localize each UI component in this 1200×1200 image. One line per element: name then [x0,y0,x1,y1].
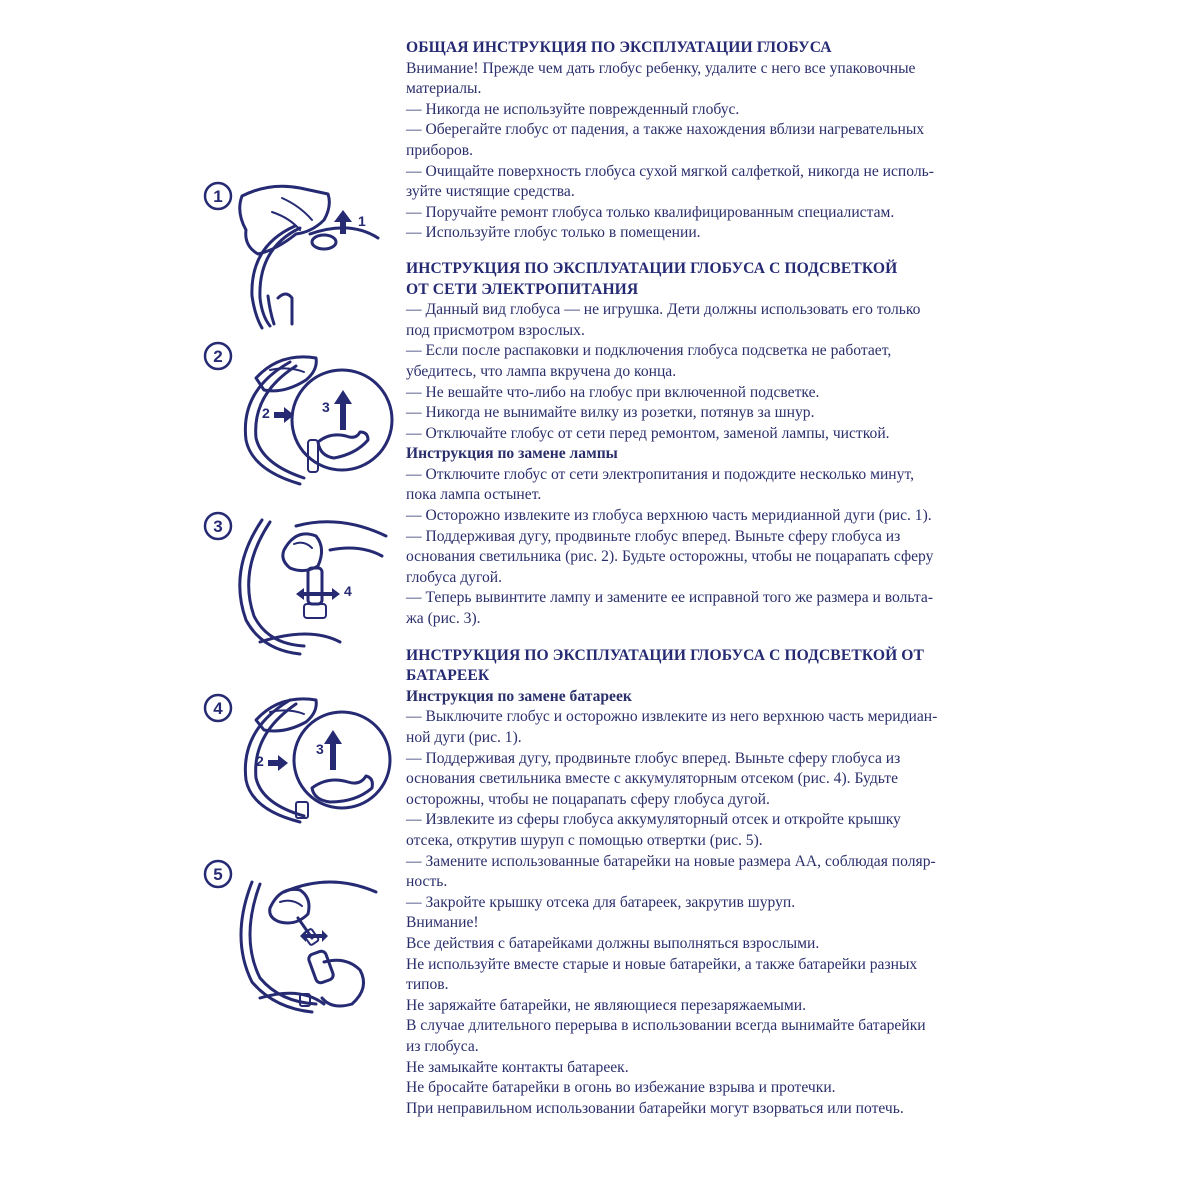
section3-line: Внимание! [406,914,479,932]
figure-2-drawing [200,340,400,490]
figure-number: 1 [213,187,223,206]
lamp-socket [308,568,322,604]
section3-line: Не используйте вместе старые и новые батарейки, а также батарейки разных [406,955,918,973]
arrow-label: 1 [358,213,366,229]
hand-detail [282,198,312,220]
section1-line: — Используйте глобус только в помещении. [406,224,701,242]
hand-detail [272,212,300,230]
section1-line: Внимание! Прежде чем дать глобус ребенку, удалите с него все упаковочные [406,59,916,77]
figure-number: 2 [213,347,223,366]
section3-line: Все действия с батарейками должны выполняться взрослыми. [406,934,820,952]
hand-outline [330,548,382,556]
section2-title-line2: ОТ СЕТИ ЭЛЕКТРОПИТАНИЯ [406,280,639,298]
section3-title-line2: БАТАРЕЕК [406,667,490,685]
section2-line: — Никогда не вынимайте вилку из розетки, потянув за шнур. [406,404,815,422]
battery-icon [307,950,334,984]
section-spacer [406,244,1006,259]
arc-knob [312,235,336,249]
section2-line: глобуса дугой. [406,568,503,586]
hand-drawing [270,889,309,923]
section2-line: — Отключайте глобус от сети перед ремонтом, заменой лампы, чисткой. [406,424,890,442]
figure-4-drawing [200,690,400,840]
globe-sphere [294,712,390,808]
hand-drawing [283,534,322,571]
section2-line: под присмотром взрослых. [406,321,585,339]
figure-number: 3 [213,517,223,536]
section3-line: основания светильника вместе с аккумуляторным отсеком (рис. 4). Будьте [406,770,899,788]
arrow-label: 2 [262,405,270,421]
section3-line: — Извлеките из сферы глобуса аккумуляторный отсек и откройте крышку [406,811,901,829]
section3-line: — Замените использованные батарейки на новые размера АА, соблюдая поляр- [406,852,936,870]
section1-line: — Оберегайте глобус от падения, а также нахождения вблизи нагревательных [406,121,925,139]
arrow-label: 4 [344,583,352,599]
section3-line: отсека, открутив шуруп с помощью отвертки (рис. 5). [406,831,763,849]
section1-line: — Очищайте поверхность глобуса сухой мягкой салфеткой, никогда не исполь- [406,162,934,180]
figure-1-drawing [200,176,400,336]
hand-drawing [322,960,364,1006]
section2-line: — Теперь вывинтите лампу и замените ее исправной того же размера и вольта- [406,589,934,607]
section3-line: В случае длительного перерыва в использовании всегда вынимайте батарейки [406,1017,926,1035]
up-arrow-icon [324,730,342,770]
hand-drawing [318,432,368,458]
section2-line: — Поддерживая дугу, продвиньте глобус вперед. Выньте сферу глобуса из [406,527,901,545]
section2-title-line1: ИНСТРУКЦИЯ ПО ЭКСПЛУАТАЦИИ ГЛОБУСА С ПОДСВЕТКОЙ [406,259,898,277]
hand-detail [280,901,302,906]
arrow-label: 3 [322,399,330,415]
section2-line: — Не вешайте что-либо на глобус при включенной подсветке. [406,383,820,401]
section3-line: осторожны, чтобы не поцарапать сферу глобуса дугой. [406,790,770,808]
section2-line: — Отключите глобус от сети электропитания и подождите несколько минут, [406,465,914,483]
section1-line: — Никогда не используйте поврежденный глобус. [406,100,740,118]
lamp-base [304,604,326,618]
hand-detail [294,543,312,548]
section3-line: типов. [406,976,449,994]
figure-5-drawing [200,858,400,1028]
section3-line: — Закройте крышку отсека для батареек, закрутив шуруп. [406,893,796,911]
stand-detail [268,296,274,324]
section2-line: основания светильника (рис. 2). Будьте осторожны, чтобы не поцарапать сферу [406,548,934,566]
up-arrow-icon [334,390,352,430]
section3-line: — Поддерживая дугу, продвиньте глобус вперед. Выньте сферу глобуса из [406,749,901,767]
figure-number: 4 [213,699,223,718]
right-arrow-icon [268,755,288,771]
hand-drawing [312,776,372,802]
section2-line: — Данный вид глобуса — не игрушка. Дети должны использовать его только [406,301,921,319]
section3-title-line1: ИНСТРУКЦИЯ ПО ЭКСПЛУАТАЦИИ ГЛОБУСА С ПОДСВЕТКОЙ ОТ [406,646,925,664]
section3-line: При неправильном использовании батарейки могут взорваться или потечь. [406,1099,904,1117]
figure-4 [200,690,400,840]
section3-line: Не заряжайте батарейки, не являющиеся перезаряжаемыми. [406,996,807,1014]
section2-line: — Осторожно извлеките из глобуса верхнюю часть меридианной дуги (рис. 1). [406,507,932,525]
instruction-text-column [406,38,1006,1119]
section2-line: — Если после распаковки и подключения глобуса подсветка не работает, [406,342,892,360]
up-arrow-icon [334,210,352,234]
figure-3-drawing [200,510,400,660]
figure-2 [200,340,400,490]
section2-line: убедитесь, что лампа вкручена до конца. [406,362,677,380]
section3-line: ность. [406,873,448,891]
stand-detail [278,294,292,324]
section2-line: жа (рис. 3). [406,610,481,628]
figure-1 [200,176,400,336]
section1-line: — Поручайте ремонт глобуса только квалифицированным специалистам. [406,203,895,221]
section3-line: ной дуги (рис. 1). [406,729,522,746]
section2-line: пока лампа остынет. [406,486,542,504]
section1-line: приборов. [406,141,474,159]
section3-line: из глобуса. [406,1037,479,1055]
section2-subtitle: Инструкция по замене лампы [406,445,618,463]
section1-line: зуйте чистящие средства. [406,183,575,201]
section-spacer [406,630,1006,646]
hand-drawing [240,186,330,254]
figure-number: 5 [213,865,223,884]
figure-3 [200,510,400,660]
section3-line: — Выключите глобус и осторожно извлеките из него верхнюю часть меридиан- [406,708,938,726]
section1-line: материалы. [406,80,482,98]
arrow-label: 3 [316,741,324,757]
meridian-arc [260,228,300,326]
section3-subtitle: Инструкция по замене батареек [406,687,632,705]
arrow-label: 2 [256,753,264,769]
section3-line: Не бросайте батарейки в огонь во избежание взрыва и протечки. [406,1079,836,1097]
rotate-arrow-icon [296,588,340,600]
section3-line: Не замыкайте контакты батареек. [406,1058,629,1076]
figure-5 [200,858,400,1028]
meridian-arc [249,522,304,646]
section1-title: ОБЩАЯ ИНСТРУКЦИЯ ПО ЭКСПЛУАТАЦИИ ГЛОБУСА [406,39,832,56]
